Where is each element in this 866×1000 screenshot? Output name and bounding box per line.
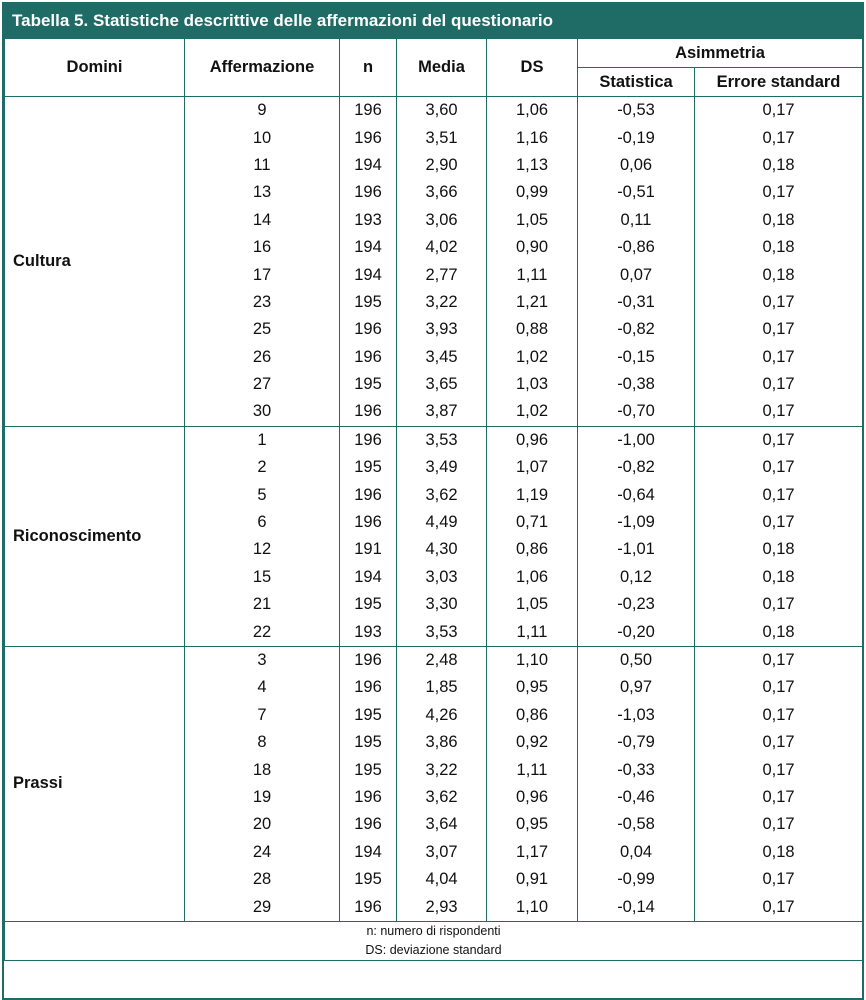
media-cell: 3,22 bbox=[397, 289, 487, 316]
media-cell: 2,77 bbox=[397, 261, 487, 288]
affermazione-cell: 22 bbox=[185, 618, 340, 646]
ds-cell: 0,91 bbox=[487, 866, 578, 893]
header-ds: DS bbox=[487, 39, 578, 97]
media-cell: 3,87 bbox=[397, 398, 487, 426]
n-cell: 196 bbox=[340, 509, 397, 536]
table-frame bbox=[2, 2, 864, 1000]
n-cell: 195 bbox=[340, 756, 397, 783]
n-cell: 194 bbox=[340, 234, 397, 261]
domain-cell: Cultura bbox=[5, 97, 185, 427]
media-cell: 3,03 bbox=[397, 564, 487, 591]
affermazione-cell: 28 bbox=[185, 866, 340, 893]
n-cell: 196 bbox=[340, 316, 397, 343]
header-media: Media bbox=[397, 39, 487, 97]
header-n: n bbox=[340, 39, 397, 97]
media-cell: 3,30 bbox=[397, 591, 487, 618]
errore-standard-cell: 0,17 bbox=[695, 646, 863, 674]
ds-cell: 1,07 bbox=[487, 454, 578, 481]
statistica-cell: -0,20 bbox=[578, 618, 695, 646]
table-row bbox=[5, 426, 863, 454]
media-cell: 4,02 bbox=[397, 234, 487, 261]
statistica-cell: -0,70 bbox=[578, 398, 695, 426]
statistica-cell: -0,82 bbox=[578, 316, 695, 343]
statistica-cell: -0,31 bbox=[578, 289, 695, 316]
media-cell: 3,53 bbox=[397, 426, 487, 454]
ds-cell: 1,13 bbox=[487, 152, 578, 179]
statistica-cell: 0,04 bbox=[578, 839, 695, 866]
affermazione-cell: 1 bbox=[185, 426, 340, 454]
ds-cell: 1,05 bbox=[487, 591, 578, 618]
statistica-cell: -0,38 bbox=[578, 371, 695, 398]
n-cell: 196 bbox=[340, 179, 397, 206]
affermazione-cell: 11 bbox=[185, 152, 340, 179]
ds-cell: 0,95 bbox=[487, 811, 578, 838]
ds-cell: 1,06 bbox=[487, 97, 578, 125]
errore-standard-cell: 0,18 bbox=[695, 152, 863, 179]
media-cell: 4,26 bbox=[397, 702, 487, 729]
n-cell: 196 bbox=[340, 426, 397, 454]
errore-standard-cell: 0,17 bbox=[695, 97, 863, 125]
statistica-cell: -1,09 bbox=[578, 509, 695, 536]
errore-standard-cell: 0,17 bbox=[695, 756, 863, 783]
errore-standard-cell: 0,17 bbox=[695, 729, 863, 756]
ds-cell: 1,05 bbox=[487, 207, 578, 234]
statistica-cell: 0,11 bbox=[578, 207, 695, 234]
n-cell: 195 bbox=[340, 371, 397, 398]
errore-standard-cell: 0,17 bbox=[695, 289, 863, 316]
media-cell: 3,45 bbox=[397, 344, 487, 371]
affermazione-cell: 21 bbox=[185, 591, 340, 618]
statistica-cell: 0,06 bbox=[578, 152, 695, 179]
media-cell: 3,60 bbox=[397, 97, 487, 125]
affermazione-cell: 8 bbox=[185, 729, 340, 756]
affermazione-cell: 25 bbox=[185, 316, 340, 343]
statistica-cell: -0,64 bbox=[578, 481, 695, 508]
n-cell: 196 bbox=[340, 398, 397, 426]
affermazione-cell: 14 bbox=[185, 207, 340, 234]
statistica-cell: -0,15 bbox=[578, 344, 695, 371]
media-cell: 3,62 bbox=[397, 481, 487, 508]
statistica-cell: -0,86 bbox=[578, 234, 695, 261]
header-domini: Domini bbox=[5, 39, 185, 97]
n-cell: 196 bbox=[340, 893, 397, 921]
affermazione-cell: 4 bbox=[185, 674, 340, 701]
header-errore-standard: Errore standard bbox=[695, 68, 863, 97]
n-cell: 195 bbox=[340, 591, 397, 618]
media-cell: 4,04 bbox=[397, 866, 487, 893]
ds-cell: 1,11 bbox=[487, 618, 578, 646]
errore-standard-cell: 0,17 bbox=[695, 893, 863, 921]
affermazione-cell: 7 bbox=[185, 702, 340, 729]
ds-cell: 1,02 bbox=[487, 344, 578, 371]
ds-cell: 1,16 bbox=[487, 124, 578, 151]
ds-cell: 1,17 bbox=[487, 839, 578, 866]
domain-cell: Prassi bbox=[5, 646, 185, 921]
n-cell: 194 bbox=[340, 839, 397, 866]
n-cell: 196 bbox=[340, 124, 397, 151]
statistica-cell: -0,46 bbox=[578, 784, 695, 811]
n-cell: 196 bbox=[340, 811, 397, 838]
affermazione-cell: 10 bbox=[185, 124, 340, 151]
statistica-cell: -0,53 bbox=[578, 97, 695, 125]
affermazione-cell: 29 bbox=[185, 893, 340, 921]
header-affermazione: Affermazione bbox=[185, 39, 340, 97]
note-n: n: numero di rispondenti bbox=[366, 923, 501, 938]
n-cell: 194 bbox=[340, 261, 397, 288]
media-cell: 3,07 bbox=[397, 839, 487, 866]
statistica-cell: -1,00 bbox=[578, 426, 695, 454]
ds-cell: 1,03 bbox=[487, 371, 578, 398]
affermazione-cell: 30 bbox=[185, 398, 340, 426]
ds-cell: 1,11 bbox=[487, 261, 578, 288]
affermazione-cell: 5 bbox=[185, 481, 340, 508]
n-cell: 195 bbox=[340, 454, 397, 481]
ds-cell: 0,86 bbox=[487, 536, 578, 563]
statistica-cell: -0,99 bbox=[578, 866, 695, 893]
errore-standard-cell: 0,18 bbox=[695, 839, 863, 866]
table-title: Tabella 5. Statistiche descrittive delle affermazioni del questionario bbox=[4, 4, 862, 38]
media-cell: 3,66 bbox=[397, 179, 487, 206]
errore-standard-cell: 0,17 bbox=[695, 454, 863, 481]
statistica-cell: -0,58 bbox=[578, 811, 695, 838]
media-cell: 3,49 bbox=[397, 454, 487, 481]
errore-standard-cell: 0,17 bbox=[695, 316, 863, 343]
ds-cell: 0,71 bbox=[487, 509, 578, 536]
note-ds: DS: deviazione standard bbox=[365, 942, 502, 957]
errore-standard-cell: 0,17 bbox=[695, 811, 863, 838]
affermazione-cell: 18 bbox=[185, 756, 340, 783]
errore-standard-cell: 0,18 bbox=[695, 261, 863, 288]
n-cell: 195 bbox=[340, 866, 397, 893]
media-cell: 2,93 bbox=[397, 893, 487, 921]
statistica-cell: 0,50 bbox=[578, 646, 695, 674]
errore-standard-cell: 0,17 bbox=[695, 674, 863, 701]
ds-cell: 1,02 bbox=[487, 398, 578, 426]
affermazione-cell: 9 bbox=[185, 97, 340, 125]
affermazione-cell: 23 bbox=[185, 289, 340, 316]
table-row bbox=[5, 646, 863, 674]
media-cell: 3,51 bbox=[397, 124, 487, 151]
statistica-cell: 0,97 bbox=[578, 674, 695, 701]
media-cell: 4,49 bbox=[397, 509, 487, 536]
errore-standard-cell: 0,17 bbox=[695, 702, 863, 729]
n-cell: 196 bbox=[340, 344, 397, 371]
statistica-cell: -0,19 bbox=[578, 124, 695, 151]
errore-standard-cell: 0,18 bbox=[695, 618, 863, 646]
table-notes bbox=[5, 921, 863, 960]
header-statistica: Statistica bbox=[578, 68, 695, 97]
affermazione-cell: 16 bbox=[185, 234, 340, 261]
ds-cell: 0,99 bbox=[487, 179, 578, 206]
n-cell: 196 bbox=[340, 97, 397, 125]
media-cell: 3,22 bbox=[397, 756, 487, 783]
statistica-cell: -1,03 bbox=[578, 702, 695, 729]
statistica-cell: -0,82 bbox=[578, 454, 695, 481]
n-cell: 194 bbox=[340, 152, 397, 179]
statistica-cell: 0,07 bbox=[578, 261, 695, 288]
header-asimmetria: Asimmetria bbox=[578, 39, 863, 68]
errore-standard-cell: 0,17 bbox=[695, 426, 863, 454]
media-cell: 3,06 bbox=[397, 207, 487, 234]
n-cell: 195 bbox=[340, 702, 397, 729]
media-cell: 2,90 bbox=[397, 152, 487, 179]
ds-cell: 0,92 bbox=[487, 729, 578, 756]
statistica-cell: -0,79 bbox=[578, 729, 695, 756]
statistica-cell: -0,23 bbox=[578, 591, 695, 618]
ds-cell: 1,06 bbox=[487, 564, 578, 591]
media-cell: 3,53 bbox=[397, 618, 487, 646]
errore-standard-cell: 0,18 bbox=[695, 234, 863, 261]
affermazione-cell: 3 bbox=[185, 646, 340, 674]
table-body bbox=[5, 97, 863, 922]
affermazione-cell: 13 bbox=[185, 179, 340, 206]
ds-cell: 1,11 bbox=[487, 756, 578, 783]
affermazione-cell: 2 bbox=[185, 454, 340, 481]
errore-standard-cell: 0,17 bbox=[695, 344, 863, 371]
errore-standard-cell: 0,17 bbox=[695, 179, 863, 206]
n-cell: 194 bbox=[340, 564, 397, 591]
n-cell: 196 bbox=[340, 481, 397, 508]
affermazione-cell: 6 bbox=[185, 509, 340, 536]
ds-cell: 0,96 bbox=[487, 426, 578, 454]
errore-standard-cell: 0,17 bbox=[695, 398, 863, 426]
n-cell: 195 bbox=[340, 729, 397, 756]
media-cell: 3,86 bbox=[397, 729, 487, 756]
n-cell: 196 bbox=[340, 646, 397, 674]
affermazione-cell: 19 bbox=[185, 784, 340, 811]
errore-standard-cell: 0,18 bbox=[695, 207, 863, 234]
media-cell: 1,85 bbox=[397, 674, 487, 701]
errore-standard-cell: 0,18 bbox=[695, 536, 863, 563]
statistica-cell: -0,33 bbox=[578, 756, 695, 783]
media-cell: 3,65 bbox=[397, 371, 487, 398]
ds-cell: 1,10 bbox=[487, 893, 578, 921]
media-cell: 3,64 bbox=[397, 811, 487, 838]
ds-cell: 0,86 bbox=[487, 702, 578, 729]
n-cell: 193 bbox=[340, 618, 397, 646]
errore-standard-cell: 0,17 bbox=[695, 866, 863, 893]
ds-cell: 0,90 bbox=[487, 234, 578, 261]
affermazione-cell: 17 bbox=[185, 261, 340, 288]
n-cell: 196 bbox=[340, 784, 397, 811]
media-cell: 3,62 bbox=[397, 784, 487, 811]
errore-standard-cell: 0,17 bbox=[695, 481, 863, 508]
ds-cell: 0,95 bbox=[487, 674, 578, 701]
n-cell: 193 bbox=[340, 207, 397, 234]
ds-cell: 1,21 bbox=[487, 289, 578, 316]
errore-standard-cell: 0,17 bbox=[695, 509, 863, 536]
errore-standard-cell: 0,18 bbox=[695, 564, 863, 591]
errore-standard-cell: 0,17 bbox=[695, 371, 863, 398]
statistica-cell: -0,14 bbox=[578, 893, 695, 921]
media-cell: 3,93 bbox=[397, 316, 487, 343]
n-cell: 196 bbox=[340, 674, 397, 701]
statistica-cell: 0,12 bbox=[578, 564, 695, 591]
statistica-cell: -1,01 bbox=[578, 536, 695, 563]
affermazione-cell: 20 bbox=[185, 811, 340, 838]
affermazione-cell: 27 bbox=[185, 371, 340, 398]
statistics-table bbox=[4, 38, 863, 961]
affermazione-cell: 12 bbox=[185, 536, 340, 563]
errore-standard-cell: 0,17 bbox=[695, 124, 863, 151]
media-cell: 2,48 bbox=[397, 646, 487, 674]
statistica-cell: -0,51 bbox=[578, 179, 695, 206]
domain-cell: Riconoscimento bbox=[5, 426, 185, 646]
errore-standard-cell: 0,17 bbox=[695, 591, 863, 618]
affermazione-cell: 26 bbox=[185, 344, 340, 371]
ds-cell: 0,88 bbox=[487, 316, 578, 343]
affermazione-cell: 24 bbox=[185, 839, 340, 866]
table-row bbox=[5, 97, 863, 125]
ds-cell: 1,10 bbox=[487, 646, 578, 674]
ds-cell: 1,19 bbox=[487, 481, 578, 508]
affermazione-cell: 15 bbox=[185, 564, 340, 591]
ds-cell: 0,96 bbox=[487, 784, 578, 811]
errore-standard-cell: 0,17 bbox=[695, 784, 863, 811]
media-cell: 4,30 bbox=[397, 536, 487, 563]
n-cell: 195 bbox=[340, 289, 397, 316]
n-cell: 191 bbox=[340, 536, 397, 563]
